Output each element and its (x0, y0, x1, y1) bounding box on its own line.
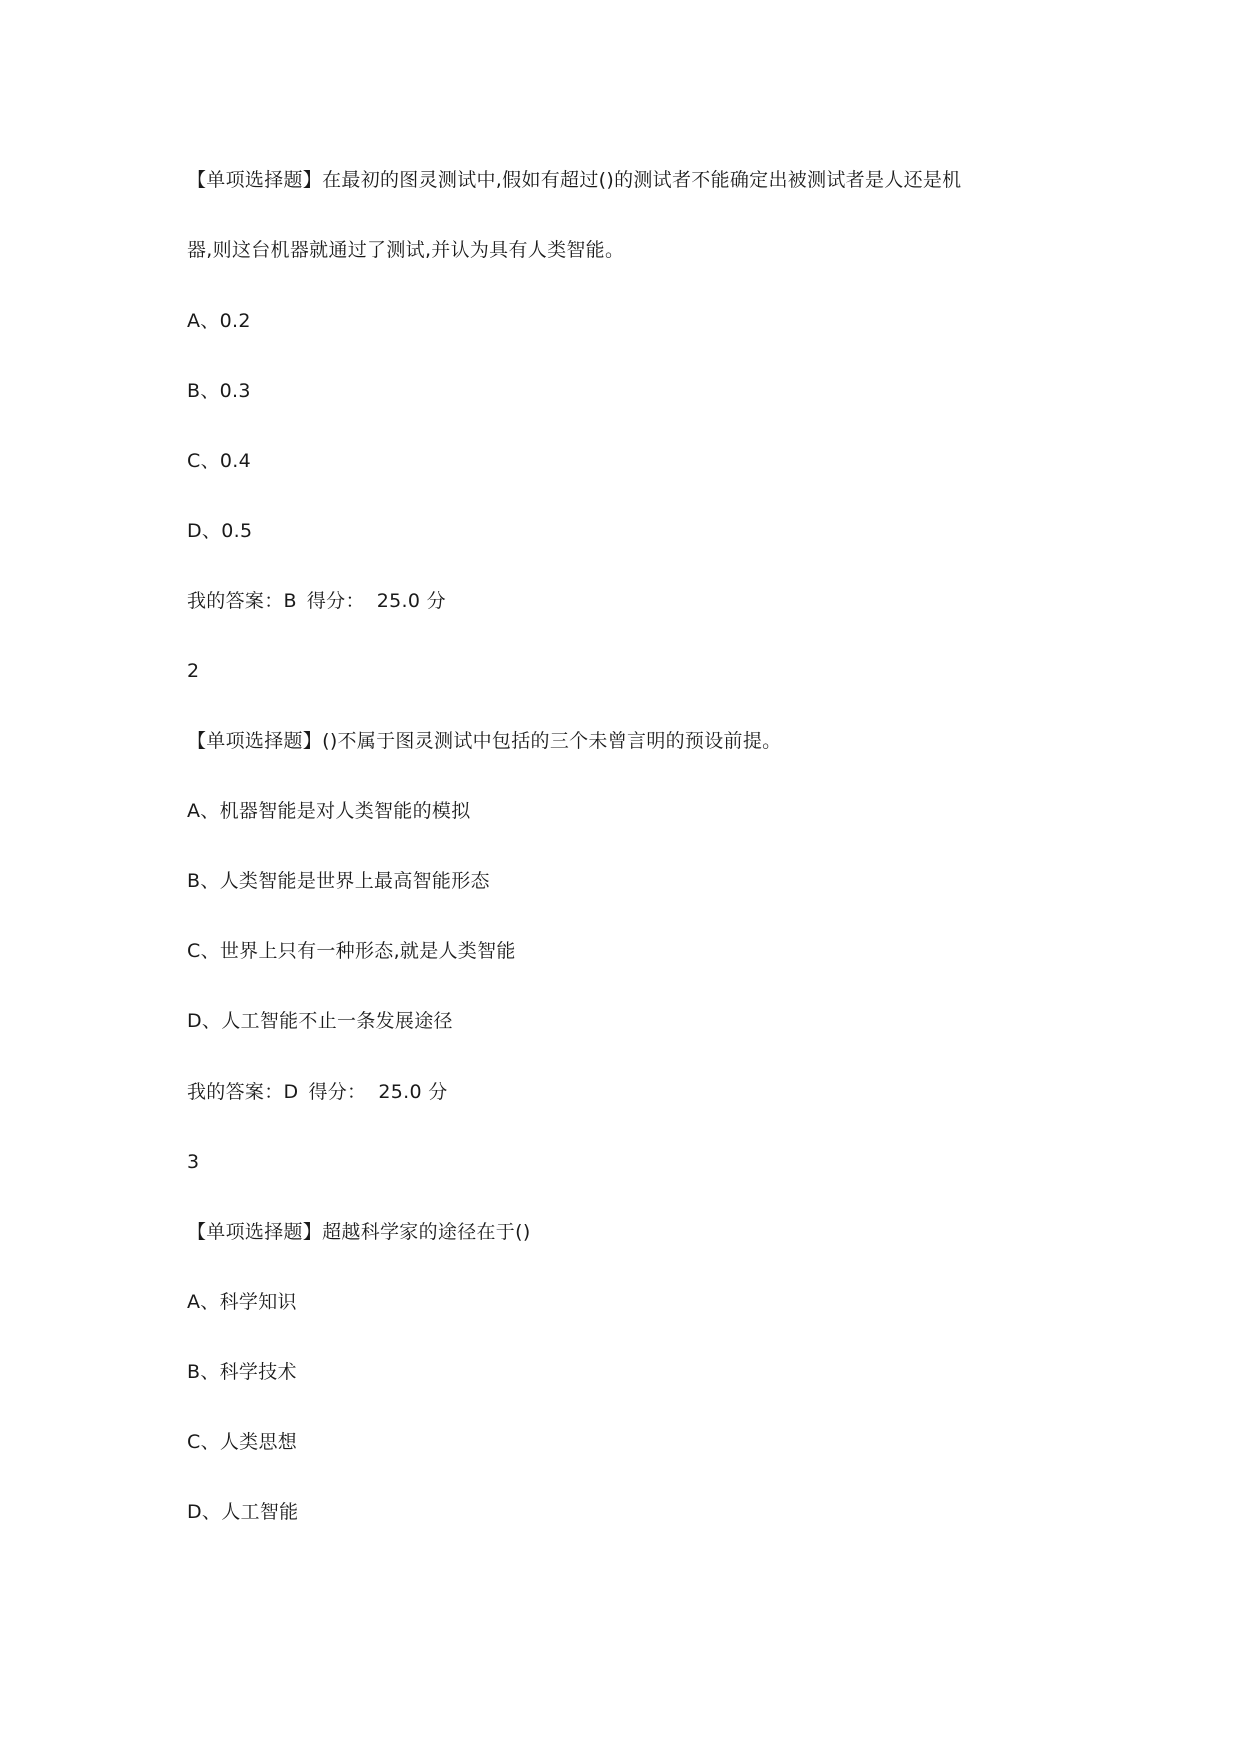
score-label: 得分： (306, 590, 365, 612)
question-2-option-a: A、机器智能是对人类智能的模拟 (187, 800, 471, 822)
my-answer: 我的答案：D (187, 1081, 299, 1103)
question-3-stem-line-1: 【单项选择题】超越科学家的途径在于() (187, 1221, 531, 1243)
score-label: 得分： (308, 1081, 367, 1103)
question-2-stem-line-1: 【单项选择题】()不属于图灵测试中包括的三个未曾言明的预设前提。 (187, 730, 782, 752)
question-1-option-d: D、0.5 (187, 520, 253, 542)
question-2-option-b: B、人类智能是世界上最高智能形态 (187, 870, 490, 892)
question-2-option-d: D、人工智能不止一条发展途径 (187, 1010, 453, 1032)
question-2-number: 2 (187, 660, 200, 682)
question-1-option-b: B、0.3 (187, 380, 251, 402)
question-1-answer-line (187, 589, 446, 613)
score-value: 25.0 分 (376, 590, 446, 612)
question-1-option-c: C、0.4 (187, 450, 251, 472)
question-1-stem-line-2: 器,则这台机器就通过了测试,并认为具有人类智能。 (187, 239, 625, 261)
question-3-option-b: B、科学技术 (187, 1361, 297, 1383)
question-2-option-c: C、世界上只有一种形态,就是人类智能 (187, 940, 516, 962)
question-3-number: 3 (187, 1151, 200, 1173)
question-3-option-a: A、科学知识 (187, 1291, 297, 1313)
score-value: 25.0 分 (378, 1081, 448, 1103)
my-answer: 我的答案：B (187, 590, 297, 612)
question-1-option-a: A、0.2 (187, 310, 251, 332)
question-3-option-d: D、人工智能 (187, 1501, 299, 1523)
question-1-stem-line-1: 【单项选择题】在最初的图灵测试中,假如有超过()的测试者不能确定出被测试者是人还是机 (187, 169, 962, 191)
question-3-option-c: C、人类思想 (187, 1431, 298, 1453)
question-2-answer-line (187, 1080, 448, 1104)
